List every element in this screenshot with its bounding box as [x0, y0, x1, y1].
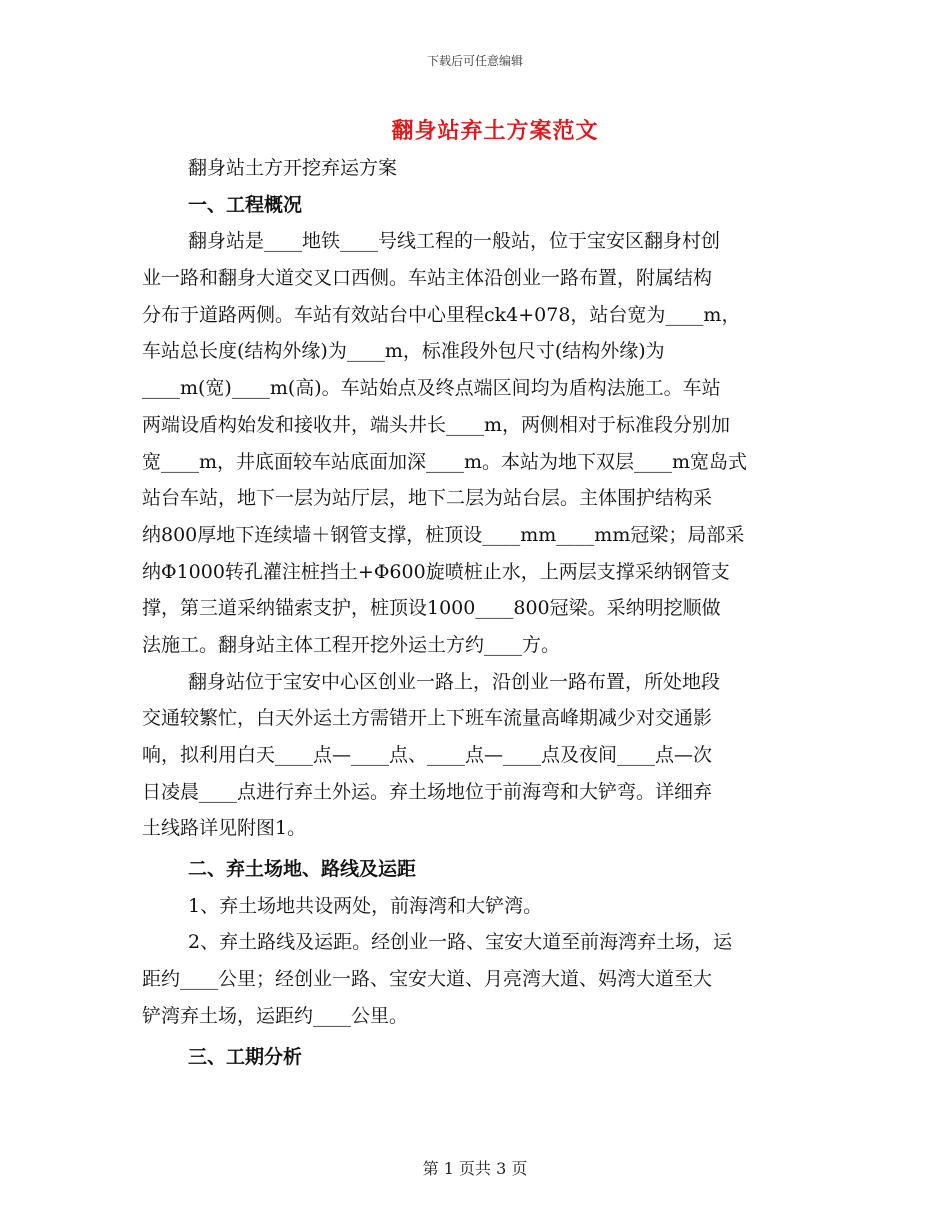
document-body: [142, 150, 812, 1075]
paragraph-line: 业一路和翻身大道交叉口西侧。车站主体沿创业一路布置，附属结构: [142, 267, 713, 290]
section-heading-schedule: 三、工期分析: [188, 1045, 303, 1068]
paragraph-line: ____m(宽)____m(高)。车站始点及终点端区间均为盾构法施工。车站: [142, 377, 721, 400]
paragraph-line: 土线路详见附图1。: [142, 817, 307, 840]
paragraph-line: 日凌晨____点进行弃土外运。弃土场地位于前海弯和大铲弯。详细弃: [142, 780, 713, 803]
paragraph-line: 撑，第三道采纳锚索支护，桩顶设1000____800冠梁。采纳明挖顺做: [142, 597, 721, 620]
paragraph-line: 响，拟利用白天____点—____点、____点—____点及夜间____点—次: [142, 744, 713, 766]
paragraph-line: 纳800厚地下连续墙＋钢管支撑，桩顶设____mm____mm冠梁；局部采: [142, 523, 745, 546]
paragraph-line: 车站总长度(结构外缘)为____m，标准段外包尺寸(结构外缘)为: [142, 340, 665, 363]
paragraph-transport-schedule: [142, 664, 812, 847]
document-subtitle: 翻身站土方开挖弃运方案: [188, 157, 398, 179]
list-item-routes: [142, 924, 812, 1034]
paragraph-project-overview: [142, 223, 812, 663]
list-item-disposal-sites: 1、弃土场地共设两处，前海湾和大铲湾。: [188, 894, 543, 917]
paragraph-line: 两端设盾构始发和接收井，端头井长____m，两侧相对于标准段分别加: [142, 413, 731, 436]
paragraph-line: 交通较繁忙，白天外运土方需错开上下班车流量高峰期减少对交通影: [142, 707, 713, 730]
paragraph-line: 分布于道路两侧。车站有效站台中心里程ck4+078，站台宽为____m，: [142, 303, 741, 326]
paragraph-line: 2、弃土路线及运距。经创业一路、宝安大道至前海湾弃土场，运: [188, 931, 733, 954]
paragraph-line: 站台车站，地下一层为站厅层，地下二层为站台层。主体围护结构采: [142, 487, 713, 510]
paragraph-line: 翻身站位于宝安中心区创业一路上，沿创业一路布置，所处地段: [188, 670, 721, 693]
paragraph-line: 距约____公里；经创业一路、宝安大道、月亮湾大道、妈湾大道至大: [142, 968, 713, 991]
section-heading-overview: 一、工程概况: [188, 193, 303, 216]
paragraph-line: 铲湾弃土场，运距约____公里。: [142, 1004, 409, 1027]
paragraph-line: 宽____m，井底面较车站底面加深____m。本站为地下双层____m宽岛式: [142, 450, 748, 473]
paragraph-line: 法施工。翻身站主体工程开挖外运土方约____方。: [142, 633, 561, 656]
paragraph-line: 翻身站是____地铁____号线工程的一般站，位于宝安区翻身村创: [188, 230, 721, 253]
section-heading-disposal-sites: 二、弃土场地、路线及运距: [188, 858, 417, 881]
page-header-note: 下载后可任意编辑: [426, 54, 523, 68]
document-title: 翻身站弃土方案范文: [391, 118, 599, 144]
page-footer-number: 第 1 页共 3 页: [422, 1159, 528, 1178]
paragraph-line: 纳Φ1000转孔灌注桩挡土+Φ600旋喷桩止水，上两层支撑采纳钢管支: [142, 560, 730, 583]
